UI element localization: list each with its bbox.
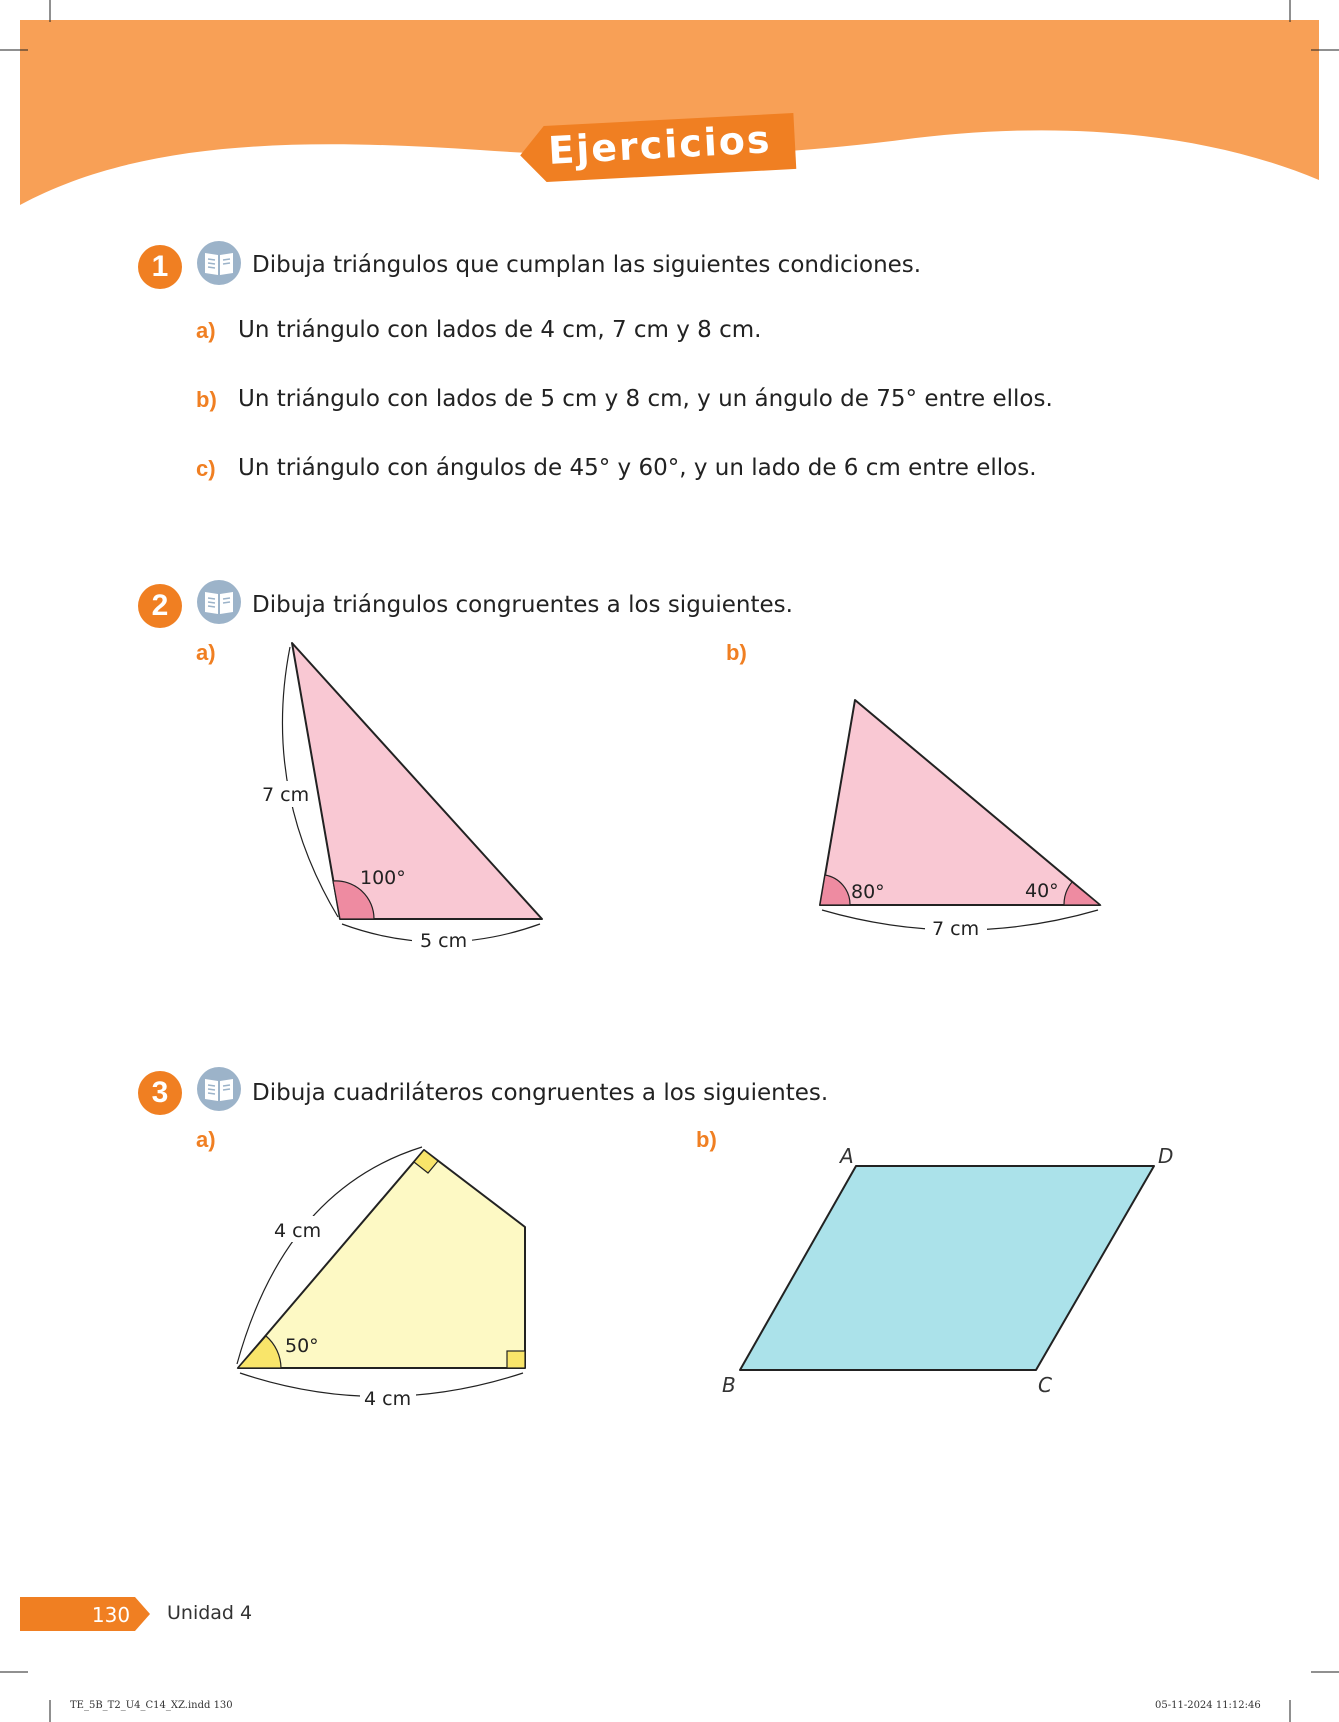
angle-label-80: 80° <box>851 881 885 903</box>
figure-label-2b: b) <box>726 640 747 665</box>
item-text-1b: Un triángulo con lados de 5 cm y 8 cm, y un ángulo de 75° entre ellos. <box>238 386 1053 412</box>
angle-label-40: 40° <box>1025 880 1059 902</box>
figure-label-3a: a) <box>196 1127 216 1152</box>
right-angle-marker <box>507 1351 525 1368</box>
vertex-label-d: D <box>1158 1144 1174 1168</box>
exercise-number-1: 1 <box>138 245 182 289</box>
exercise-statement-1: Dibuja triángulos que cumplan las siguientes condiciones. <box>252 252 922 278</box>
page-title: Ejercicios <box>547 117 773 173</box>
figure-label-2a: a) <box>196 640 216 665</box>
vertex-label-b: B <box>722 1373 736 1397</box>
page-number: 130 <box>91 1603 131 1627</box>
exercise-statement-3: Dibuja cuadriláteros congruentes a los siguientes. <box>252 1080 829 1106</box>
slug-file: TE_5B_T2_U4_C14_XZ.indd 130 <box>70 1700 233 1711</box>
unit-label: Unidad 4 <box>167 1602 253 1624</box>
side-label-7cm: 7 cm <box>932 918 980 940</box>
exercise-statement-2: Dibuja triángulos congruentes a los siguientes. <box>252 592 793 618</box>
vertex-label-c: C <box>1038 1373 1052 1397</box>
side-label-4cm: 4 cm <box>274 1220 322 1242</box>
book-icon <box>196 1066 242 1112</box>
item-label-1c: c) <box>196 456 216 481</box>
pentagon-3a <box>237 1147 525 1412</box>
triangle-2b <box>820 700 1100 942</box>
vertex-label-a: A <box>840 1144 854 1168</box>
figure-label-3b: b) <box>696 1127 717 1152</box>
item-label-1a: a) <box>196 318 216 343</box>
parallelogram-3b <box>722 1144 1173 1397</box>
item-text-1a: Un triángulo con lados de 4 cm, 7 cm y 8 cm. <box>238 317 762 343</box>
item-text-1c: Un triángulo con ángulos de 45° y 60°, y un lado de 6 cm entre ellos. <box>238 455 1037 481</box>
angle-marker <box>1064 882 1100 905</box>
page-number-tab <box>20 1597 150 1631</box>
side-label-7cm: 7 cm <box>262 784 310 806</box>
angle-label-100: 100° <box>360 867 406 889</box>
slug-date: 05-11-2024 11:12:46 <box>1155 1700 1261 1711</box>
side-label-5cm: 5 cm <box>420 930 468 952</box>
triangle-2a <box>256 643 542 954</box>
exercise-number-3: 3 <box>138 1071 182 1115</box>
side-label-4cm-bottom: 4 cm <box>364 1388 412 1410</box>
angle-label-50: 50° <box>285 1335 319 1357</box>
exercise-number-2: 2 <box>138 584 182 628</box>
item-label-1b: b) <box>196 387 217 412</box>
